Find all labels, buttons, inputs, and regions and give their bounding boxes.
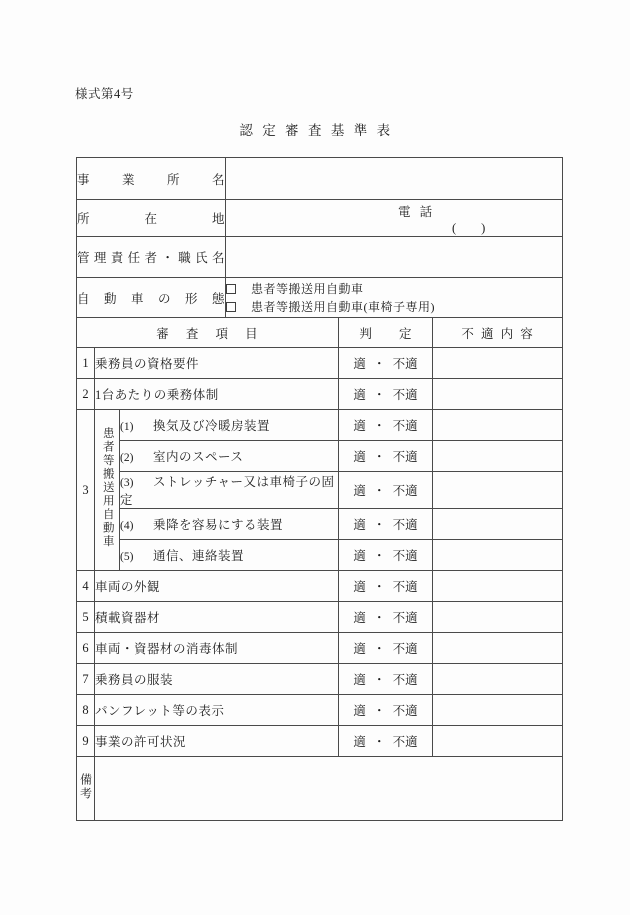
sub-item-number: (1) bbox=[120, 421, 134, 433]
judgement-options: 適 ・ 不適 bbox=[339, 726, 433, 757]
criteria-row-3-sub-1 bbox=[77, 410, 563, 441]
sub-item-label bbox=[120, 540, 339, 571]
criteria-row-9 bbox=[77, 726, 563, 757]
nonconformity-cell bbox=[433, 633, 563, 664]
nonconformity-cell bbox=[433, 410, 563, 441]
business-name-row bbox=[77, 158, 563, 200]
criteria-row-3-sub-5 bbox=[77, 540, 563, 571]
item-label: パンフレット等の表示 bbox=[95, 695, 339, 726]
item-label: 積載資器材 bbox=[95, 602, 339, 633]
business-name-value-cell bbox=[226, 158, 563, 200]
nonconformity-cell bbox=[433, 509, 563, 540]
row-number: 1 bbox=[77, 348, 95, 379]
criteria-row-6 bbox=[77, 633, 563, 664]
row-number: 5 bbox=[77, 602, 95, 633]
remarks-label: 備考 bbox=[78, 772, 93, 801]
form-number: 様式第4号 bbox=[75, 87, 134, 101]
header-judgement: 判 定 bbox=[339, 318, 433, 348]
judgement-options: 適 ・ 不適 bbox=[339, 664, 433, 695]
address-label: 所 在 地 bbox=[77, 200, 226, 237]
nonconformity-cell bbox=[433, 348, 563, 379]
criteria-row-4 bbox=[77, 571, 563, 602]
nonconformity-cell bbox=[433, 540, 563, 571]
sub-item-text: 換気及び冷暖房装置 bbox=[153, 419, 271, 433]
judgement-options: 適 ・ 不適 bbox=[339, 441, 433, 472]
sub-item-number: (3) bbox=[120, 477, 134, 489]
sub-item-number: (5) bbox=[120, 551, 134, 563]
judgement-options: 適 ・ 不適 bbox=[339, 379, 433, 410]
judgement-options: 適 ・ 不適 bbox=[339, 410, 433, 441]
checkbox-icon bbox=[226, 284, 236, 294]
judgement-options: 適 ・ 不適 bbox=[339, 540, 433, 571]
phone-label: 電 話 bbox=[398, 205, 433, 219]
nonconformity-cell bbox=[433, 695, 563, 726]
row-number: 9 bbox=[77, 726, 95, 757]
sub-item-number: (4) bbox=[120, 520, 134, 532]
nonconformity-cell bbox=[433, 602, 563, 633]
nonconformity-cell bbox=[433, 472, 563, 509]
checkbox-icon bbox=[226, 302, 236, 312]
manager-value-cell bbox=[226, 237, 563, 278]
vehicle-type-row bbox=[77, 278, 563, 318]
sub-item-text: ストレッチャー又は車椅子の固定 bbox=[120, 475, 335, 507]
criteria-row-1 bbox=[77, 348, 563, 379]
row-number: 6 bbox=[77, 633, 95, 664]
remarks-row bbox=[77, 757, 563, 821]
remarks-value-cell bbox=[95, 757, 563, 821]
sub-item-text: 乗降を容易にする装置 bbox=[153, 518, 284, 532]
item-label: 車両・資器材の消毒体制 bbox=[95, 633, 339, 664]
business-name-label: 事 業 所 名 bbox=[77, 158, 226, 200]
manager-row bbox=[77, 237, 563, 278]
row-number: 2 bbox=[77, 379, 95, 410]
certification-review-table bbox=[76, 157, 563, 821]
vehicle-type-label: 自 動 車 の 形 態 bbox=[77, 278, 226, 318]
criteria-row-3-sub-3 bbox=[77, 472, 563, 509]
header-nonconformity: 不 適 内 容 bbox=[433, 318, 563, 348]
group-vertical-label-cell bbox=[95, 410, 120, 571]
criteria-row-8 bbox=[77, 695, 563, 726]
vehicle-option-label: 患者等搬送用自動車(車椅子専用) bbox=[251, 299, 435, 314]
sub-item-label bbox=[120, 410, 339, 441]
sub-item-text: 通信、連絡装置 bbox=[153, 549, 245, 563]
criteria-row-3-sub-2 bbox=[77, 441, 563, 472]
judgement-options: 適 ・ 不適 bbox=[339, 509, 433, 540]
vehicle-option-1 bbox=[226, 280, 562, 298]
judgement-options: 適 ・ 不適 bbox=[339, 571, 433, 602]
item-label: 乗務員の服装 bbox=[95, 664, 339, 695]
nonconformity-cell bbox=[433, 726, 563, 757]
phone-parens: ( ) bbox=[452, 221, 486, 235]
sub-item-text: 室内のスペース bbox=[153, 450, 244, 464]
criteria-row-3-sub-4 bbox=[77, 509, 563, 540]
criteria-header-row bbox=[77, 318, 563, 348]
judgement-options: 適 ・ 不適 bbox=[339, 348, 433, 379]
nonconformity-cell bbox=[433, 571, 563, 602]
criteria-row-7 bbox=[77, 664, 563, 695]
judgement-options: 適 ・ 不適 bbox=[339, 633, 433, 664]
judgement-options: 適 ・ 不適 bbox=[339, 695, 433, 726]
remarks-label-cell bbox=[77, 757, 95, 821]
judgement-options: 適 ・ 不適 bbox=[339, 472, 433, 509]
sub-item-label bbox=[120, 441, 339, 472]
row-number: 3 bbox=[77, 410, 95, 571]
group-vertical-label: 患者等搬送用自動車 bbox=[101, 427, 114, 549]
nonconformity-cell bbox=[433, 379, 563, 410]
criteria-row-2 bbox=[77, 379, 563, 410]
page-title: 認 定 審 査 基 準 表 bbox=[239, 123, 391, 138]
address-row bbox=[77, 200, 563, 237]
vehicle-option-label: 患者等搬送用自動車 bbox=[251, 281, 364, 296]
row-number: 7 bbox=[77, 664, 95, 695]
header-review-items: 審 査 項 目 bbox=[77, 318, 339, 348]
row-number: 8 bbox=[77, 695, 95, 726]
row-number: 4 bbox=[77, 571, 95, 602]
criteria-row-5 bbox=[77, 602, 563, 633]
sub-item-number: (2) bbox=[120, 452, 134, 464]
judgement-options: 適 ・ 不適 bbox=[339, 602, 433, 633]
nonconformity-cell bbox=[433, 664, 563, 695]
item-label: 事業の許可状況 bbox=[95, 726, 339, 757]
item-label: 乗務員の資格要件 bbox=[95, 348, 339, 379]
sub-item-label bbox=[120, 509, 339, 540]
manager-label: 管 理 責 任 者 ・ 職 氏 名 bbox=[77, 237, 226, 278]
nonconformity-cell bbox=[433, 441, 563, 472]
sub-item-label bbox=[120, 472, 339, 509]
vehicle-type-options-cell bbox=[226, 278, 563, 318]
item-label: 車両の外観 bbox=[95, 571, 339, 602]
vehicle-option-2 bbox=[226, 298, 562, 316]
address-value-cell bbox=[226, 200, 563, 237]
item-label: 1台あたりの乗務体制 bbox=[95, 379, 339, 410]
